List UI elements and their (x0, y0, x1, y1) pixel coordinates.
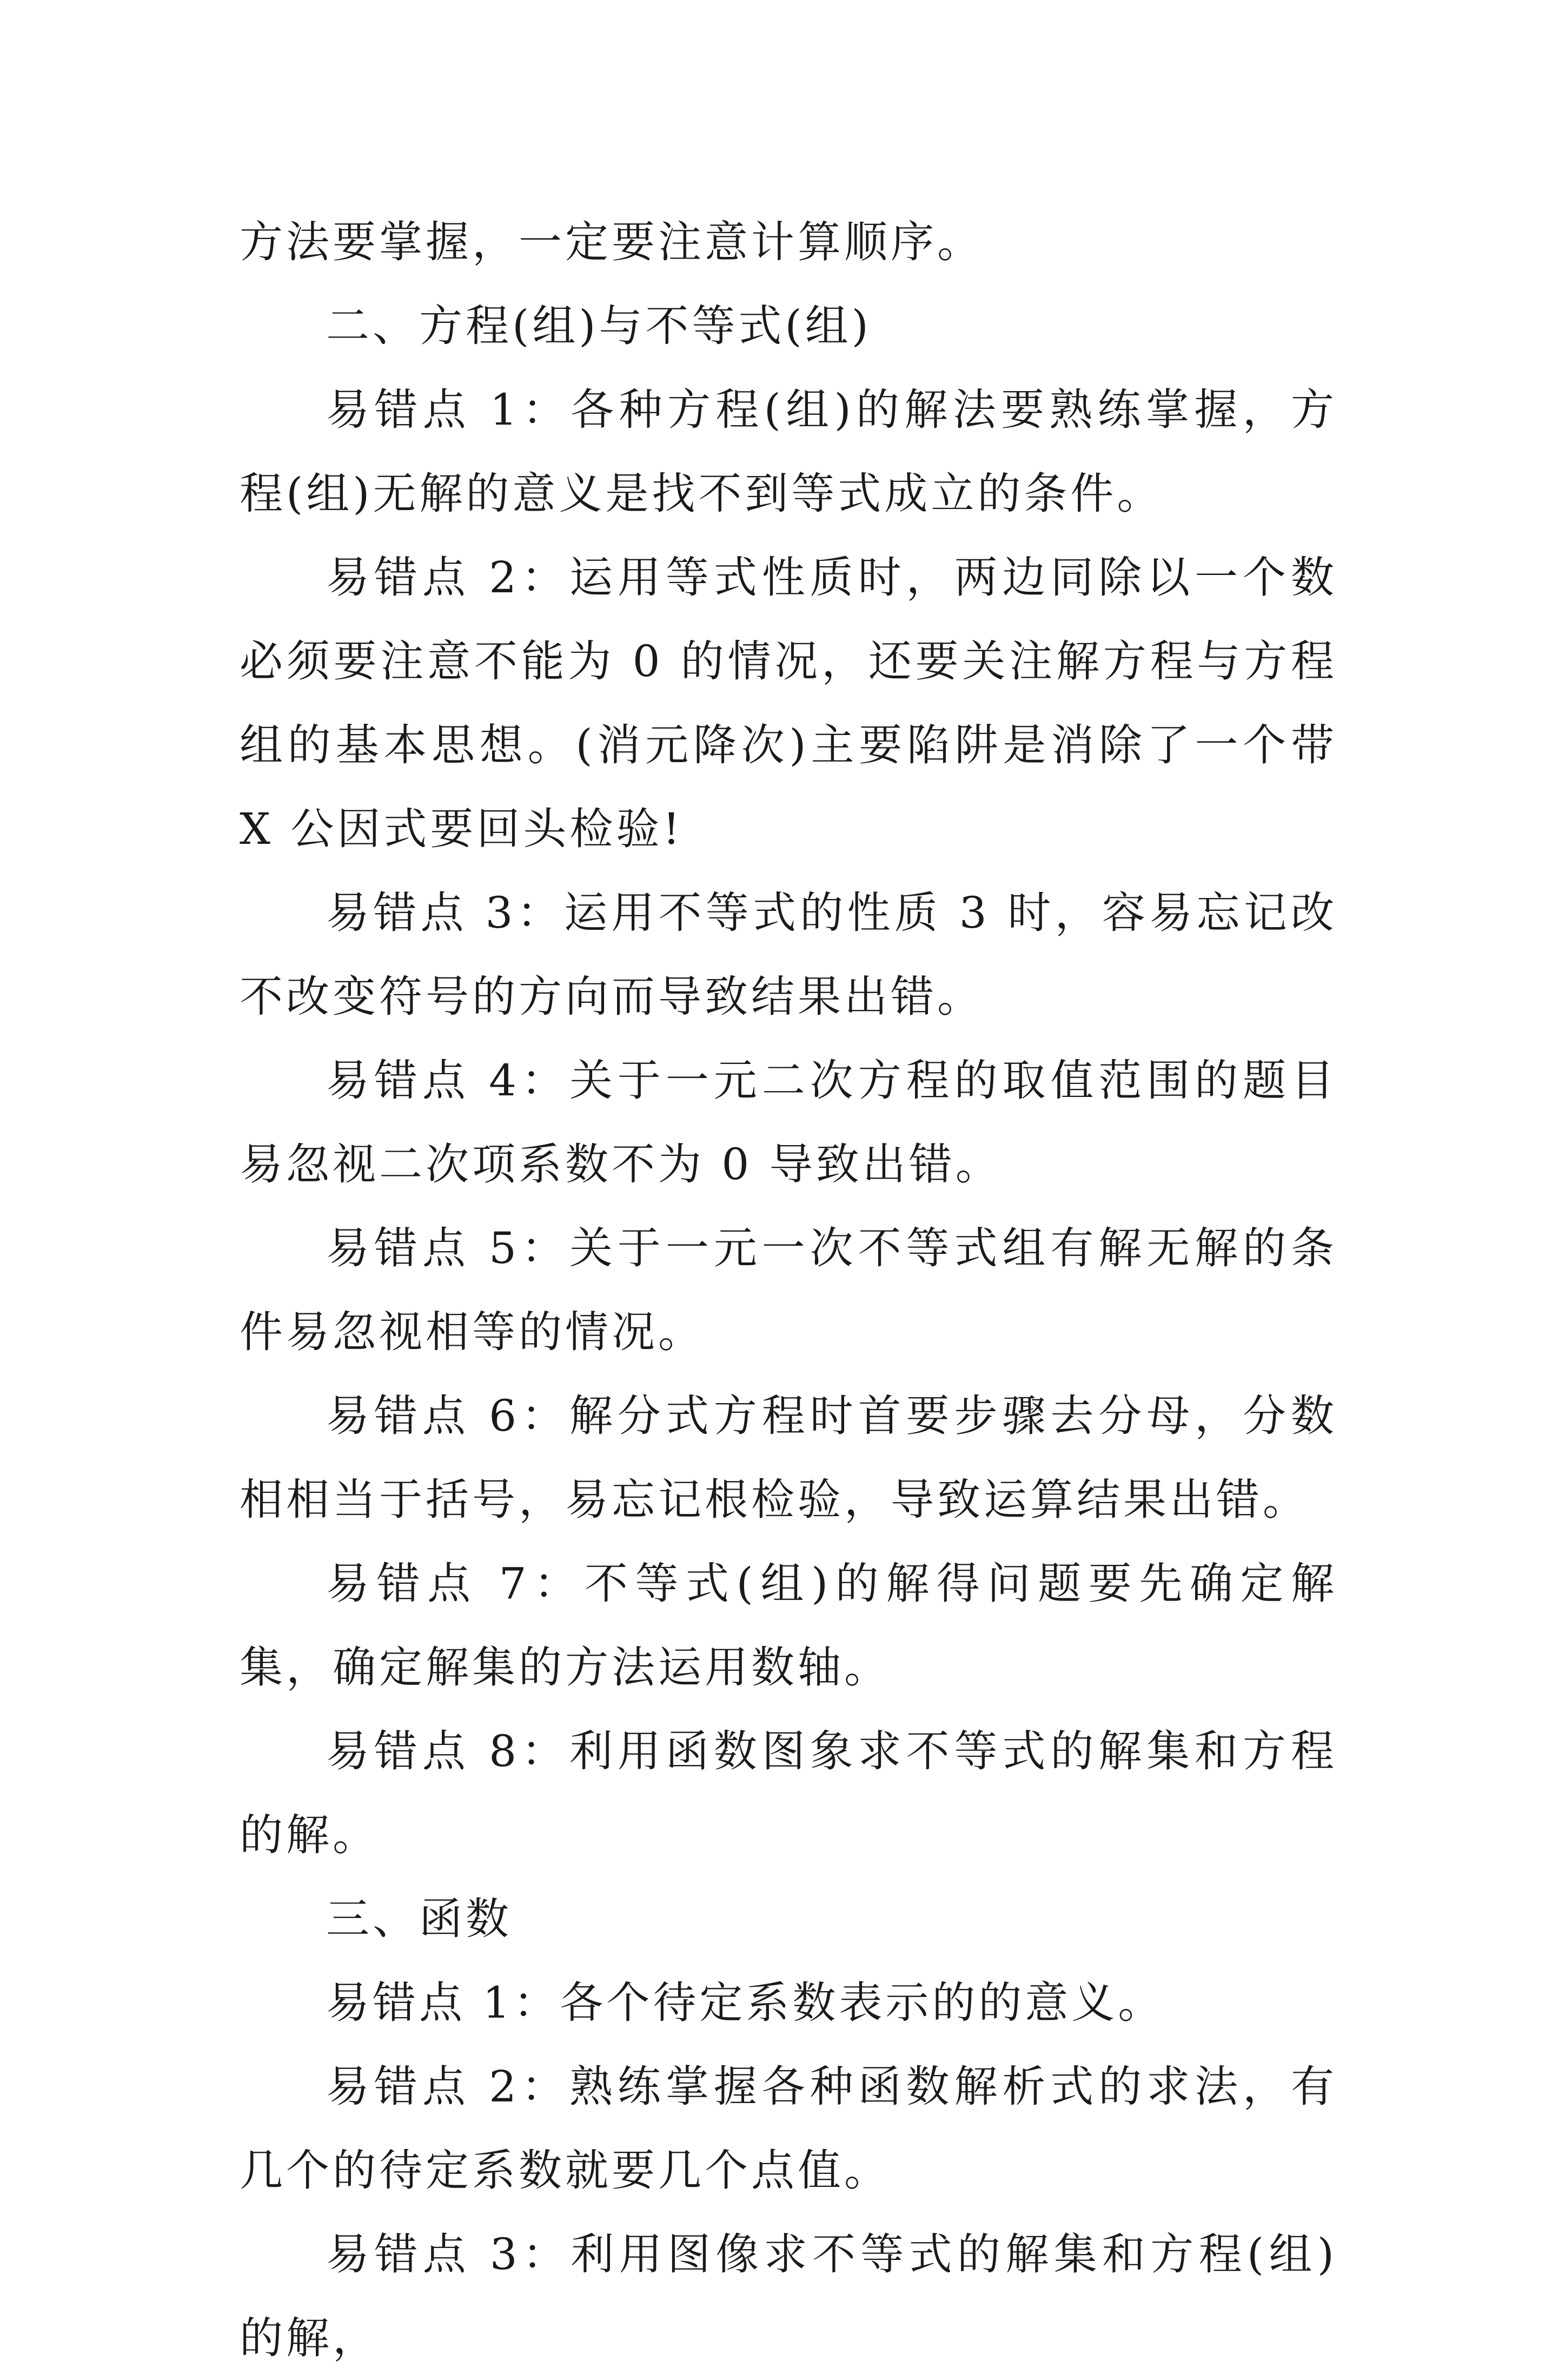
document-body (240, 200, 1337, 2380)
paragraph-error-point-1: 易错点 1：各种方程(组)的解法要熟练掌握，方程(组)无解的意义是找不到等式成立的条件。 (240, 385, 1337, 519)
section-heading-equations: 二、方程(组)与不等式(组) (326, 301, 872, 351)
paragraph-error-point-2: 易错点 2：运用等式性质时，两边同除以一个数必须要注意不能为 0 的情况，还要关注解方程与方程组的基本思想。(消元降次)主要陷阱是消除了一个带 X 公因式要回头检验! (240, 552, 1337, 854)
paragraph-function-error-point-1: 易错点 1：各个待定系数表示的的意义。 (326, 1978, 1165, 2028)
paragraph-error-point-6: 易错点 6：解分式方程时首要步骤去分母，分数相相当于括号，易忘记根检验，导致运算结果出错。 (240, 1391, 1337, 1525)
paragraph-error-point-5: 易错点 5：关于一元一次不等式组有解无解的条件易忽视相等的情况。 (240, 1223, 1337, 1357)
paragraph-function-error-point-2: 易错点 2：熟练掌握各种函数解析式的求法，有几个的待定系数就要几个点值。 (240, 2061, 1337, 2196)
paragraph-error-point-7: 易错点 7：不等式(组)的解得问题要先确定解集，确定解集的方法运用数轴。 (240, 1558, 1337, 1693)
paragraph-error-point-3: 易错点 3：运用不等式的性质 3 时，容易忘记改不改变符号的方向而导致结果出错。 (240, 888, 1337, 1022)
section-heading-functions: 三、函数 (326, 1894, 512, 1944)
paragraph-error-point-8: 易错点 8：利用函数图象求不等式的解集和方程的解。 (240, 1726, 1337, 1860)
paragraph-error-point-4: 易错点 4：关于一元二次方程的取值范围的题目易忽视二次项系数不为 0 导致出错。 (240, 1055, 1337, 1189)
paragraph-function-error-point-3: 易错点 3：利用图像求不等式的解集和方程(组)的解， (240, 2229, 1337, 2363)
paragraph-continuation: 方法要掌握，一定要注意计算顺序。 (240, 217, 984, 267)
